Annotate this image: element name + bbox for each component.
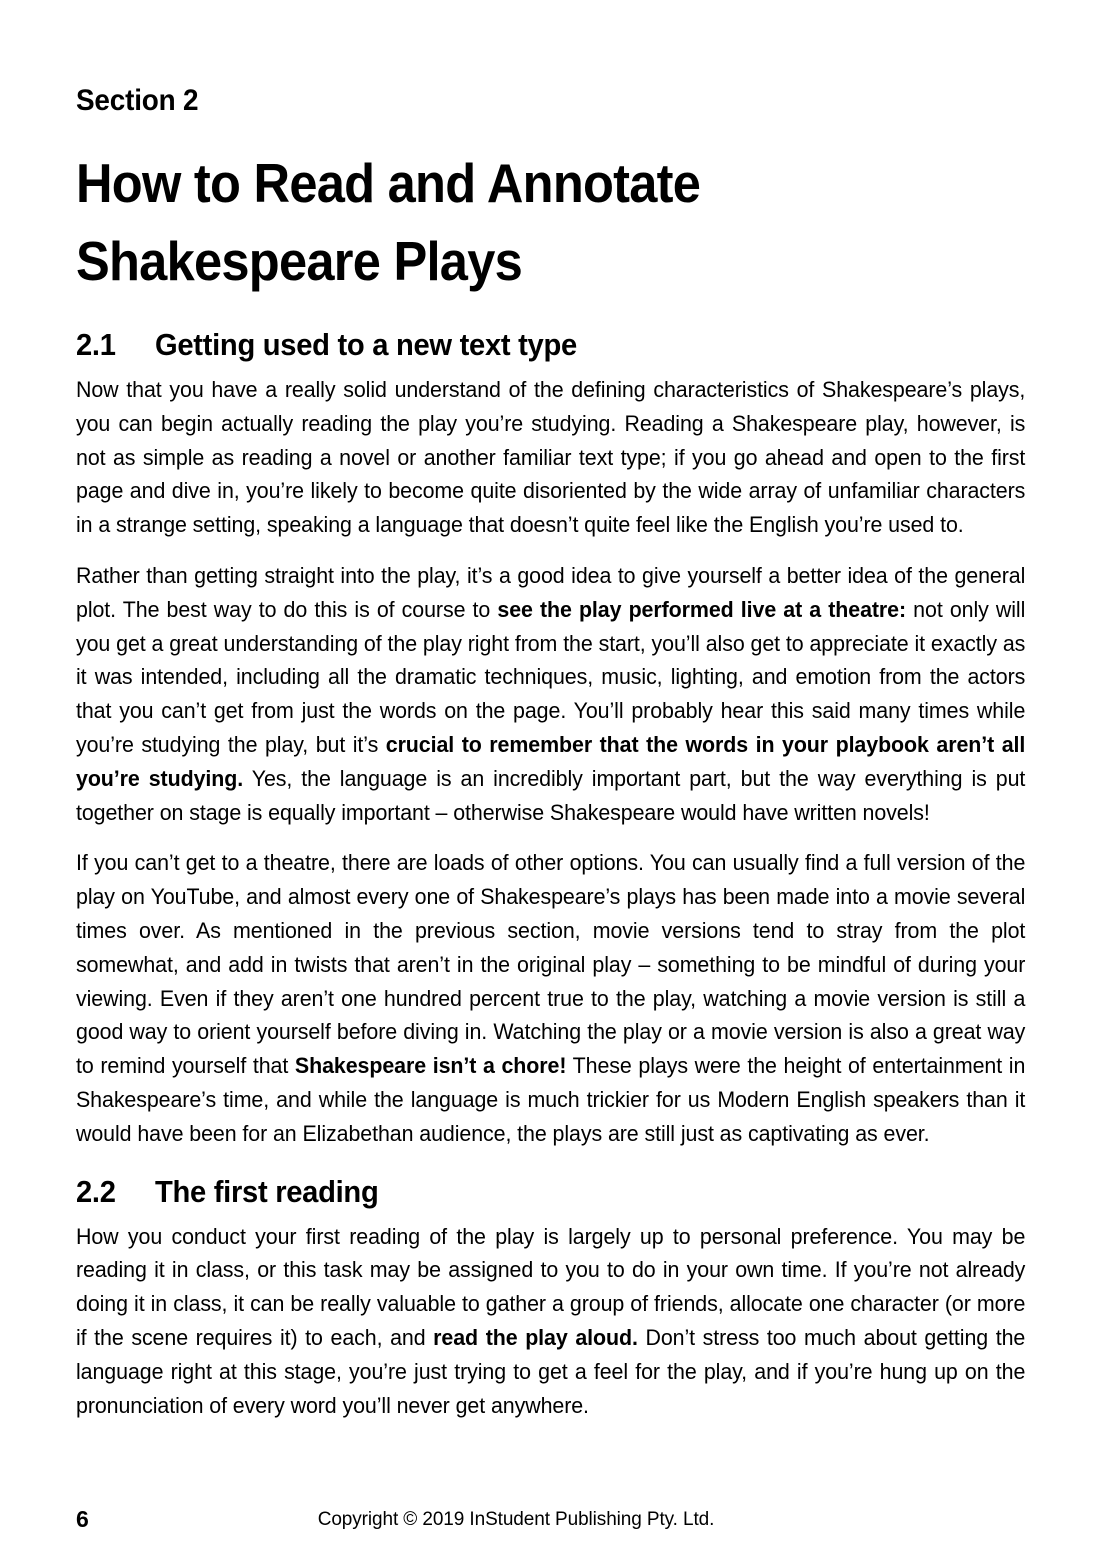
paragraph-text: not only will you get a great understanding of the play right from the start, you’ll also get to appreciate it exactly as it was intended, including all the dramatic techniques, music, lighting, and emotion from the actors that you can’t get from just the words on the page. You’ll probably hear this said many times while you’re studying the play, but it’s (76, 596, 1026, 757)
section-label: Section 2 (76, 84, 199, 117)
section-heading-2-2 (76, 1173, 969, 1210)
body-paragraph (76, 373, 1025, 542)
section-heading-text: Getting used to a new text type (154, 326, 577, 362)
emphasis-text: read the play aloud. (433, 1325, 638, 1351)
emphasis-text: see the play performed live at a theatre: (497, 596, 907, 622)
page-number: 6 (76, 1506, 89, 1532)
page-footer (76, 1506, 1026, 1536)
chapter-title-line-2: Shakespeare Plays (76, 229, 523, 292)
page-title (76, 144, 950, 300)
paragraph-text: Don’t stress too much about getting the language right at this stage, you’re just trying to get a feel for the play, and if you’re hung up on the pronunciation of every word you’ll never get anywhere. (76, 1325, 1026, 1418)
paragraph-text: Yes, the language is an incredibly important part, but the way everything is put together on stage is equally important – otherwise Shakespeare would have written novels! (76, 765, 1026, 825)
section-heading-2-1 (76, 326, 969, 363)
paragraph-text: How you conduct your first reading of the play is largely up to personal preference. You may be reading it in class, or this task may be assigned to you to do in your own time. If you’re not already doing it in class, it can be really valuable to gather a group of friends, allocate one character (or more if the scene requires it) to each, and (76, 1223, 1026, 1351)
chapter-title-line-1: How to Read and Annotate (76, 151, 701, 214)
body-paragraph (76, 559, 1025, 829)
paragraph-text: These plays were the height of entertainment in Shakespeare’s time, and while the language is much trickier for us Modern English speakers than it would have been for an Elizabethan audience, the plays are still just as captivating as ever. (76, 1053, 1026, 1146)
emphasis-text: Shakespeare isn’t a chore! (294, 1053, 567, 1079)
copyright-notice: Copyright © 2019 InStudent Publishing Pty. Ltd. (317, 1509, 715, 1530)
body-paragraph (76, 1220, 1025, 1423)
paragraph-text: Rather than getting straight into the play, it’s a good idea to give yourself a better idea of the general plot. The best way to do this is of course to (76, 562, 1026, 622)
emphasis-text: crucial to remember that the words in your playbook aren’t all you’re studying. (76, 731, 1026, 791)
body-paragraph (76, 846, 1025, 1150)
sections-container (76, 326, 1026, 1423)
page-content (76, 84, 1026, 1422)
paragraph-text: Now that you have a really solid understand of the defining characteristics of Shakespeare’s plays, you can begin actually reading the play you’re studying. Reading a Shakespeare play, however, is not as simple as reading a novel or another familiar text type; if you go ahead and open to the first page and dive in, you’re likely to become quite disoriented by the wide array of unfamiliar characters in a strange setting, speaking a language that doesn’t quite feel like the English you’re used to. (76, 376, 1026, 538)
paragraph-text: If you can’t get to a theatre, there are loads of other options. You can usually find a full version of the play on YouTube, and almost every one of Shakespeare’s plays has been made into a movie several times over. As mentioned in the previous section, movie versions tend to stray from the plot somewhat, and add in twists that aren’t in the original play – something to be mindful of during your viewing. Even if they aren’t one hundred percent true to the play, watching a movie version is still a good way to orient yourself before diving in. Watching the play or a movie version is also a great way to remind yourself that (76, 850, 1026, 1079)
section-number: 2.1 (76, 326, 116, 362)
section-number: 2.2 (76, 1173, 116, 1209)
section-heading-text: The first reading (154, 1173, 379, 1209)
